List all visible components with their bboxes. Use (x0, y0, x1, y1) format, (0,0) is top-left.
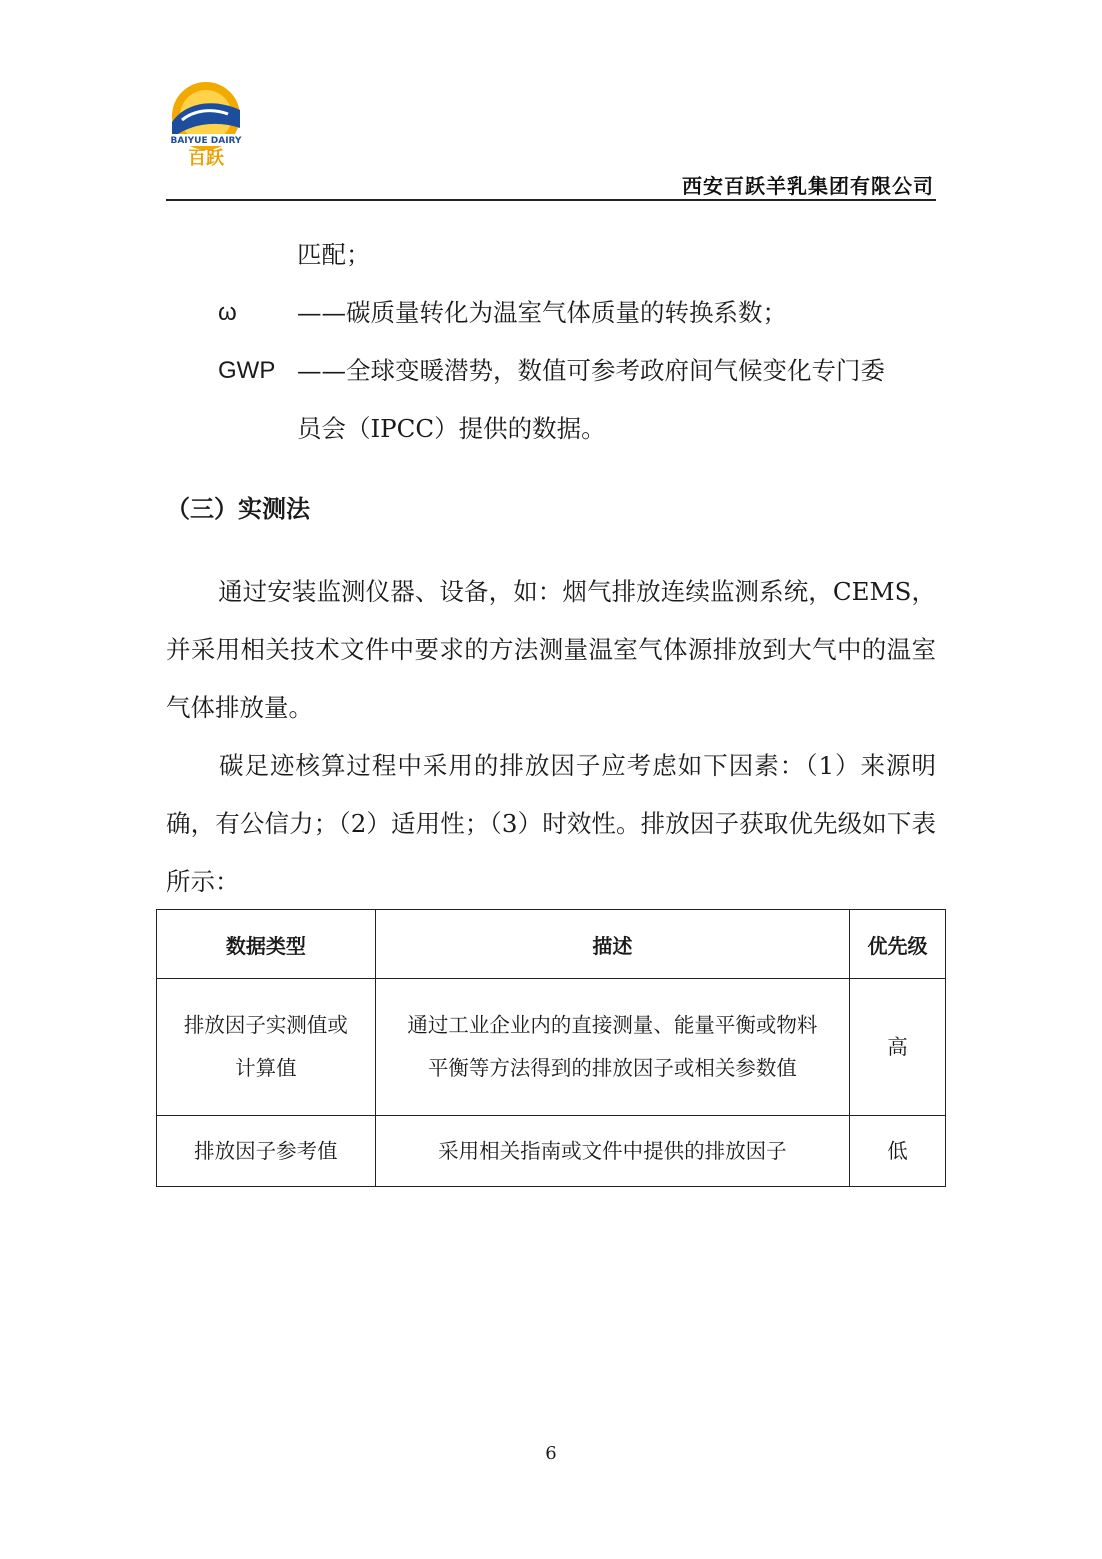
company-logo (166, 80, 246, 170)
paragraph-factors-text: 碳足迹核算过程中采用的排放因子应考虑如下因素：（1）来源明确，有公信力；（2）适用性；（3）时效性。排放因子获取优先级如下表所示： (166, 751, 936, 896)
section-heading: （三）实测法 (166, 495, 310, 523)
table-row (157, 1116, 946, 1187)
table-row (157, 979, 946, 1116)
header-data-type: 数据类型 (157, 910, 376, 979)
table-header-row (157, 910, 946, 979)
definition-gwp: ——全球变暖潜势，数值可参考政府间气候变化专门委 (297, 356, 885, 385)
cell-data-type: 排放因子参考值 (157, 1116, 376, 1187)
continuation-line: 匹配； (297, 240, 371, 269)
cell-description-line2: 平衡等方法得到的排放因子或相关参数值 (427, 1056, 797, 1080)
header-divider (166, 199, 936, 201)
cell-description: 采用相关指南或文件中提供的排放因子 (375, 1116, 849, 1187)
emission-factor-table (156, 909, 946, 1187)
company-name: 西安百跃羊乳集团有限公司 (682, 174, 934, 198)
cell-data-type (157, 979, 376, 1116)
definition-gwp-cont: 员会（IPCC）提供的数据。 (297, 414, 606, 443)
paragraph-measurement (166, 563, 936, 737)
logo-text-en: BAIYUE DAIRY (170, 136, 242, 146)
paragraph-measurement-text: 通过安装监测仪器、设备，如：烟气排放连续监测系统，CEMS，并采用相关技术文件中要求的方法测量温室气体源排放到大气中的温室气体排放量。 (166, 577, 936, 722)
cell-data-type-line2: 计算值 (235, 1056, 297, 1080)
cell-data-type-line1: 排放因子实测值或 (183, 1013, 348, 1037)
header-description: 描述 (375, 910, 849, 979)
header-priority: 优先级 (850, 910, 946, 979)
cell-description (375, 979, 849, 1116)
definition-omega: ——碳质量转化为温室气体质量的转换系数； (297, 298, 787, 327)
cell-description-line1: 通过工业企业内的直接测量、能量平衡或物料 (407, 1013, 818, 1037)
logo-text-cn: 百跃 (188, 148, 224, 169)
page-number: 6 (545, 1443, 557, 1464)
cell-priority: 低 (850, 1116, 946, 1187)
cell-priority: 高 (850, 979, 946, 1116)
symbol-omega: ω (218, 299, 237, 326)
symbol-gwp: GWP (218, 357, 276, 384)
paragraph-factors (166, 737, 936, 911)
